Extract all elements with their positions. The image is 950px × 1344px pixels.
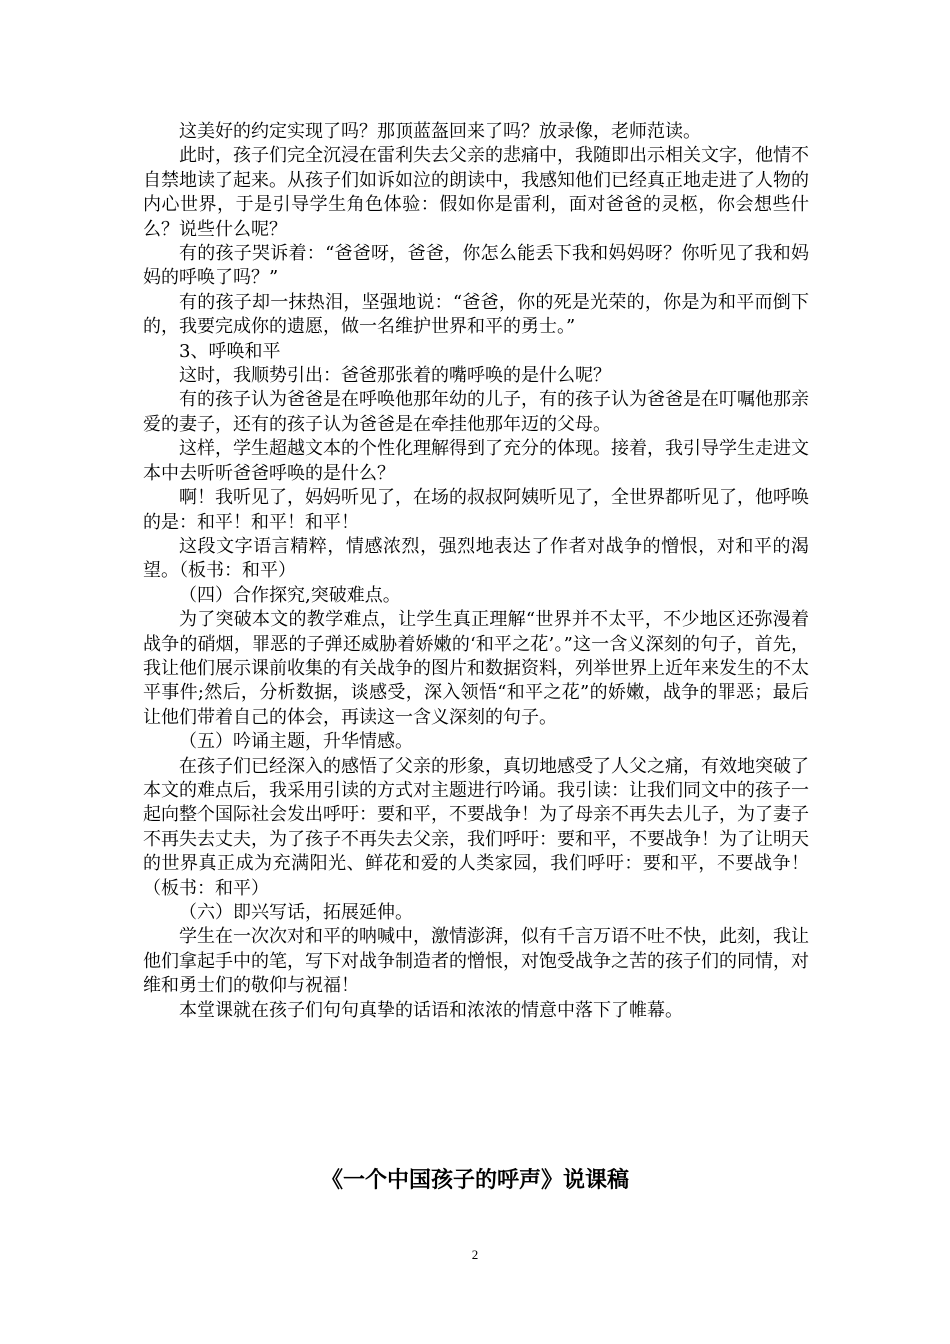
paragraph: 有的孩子哭诉着：“爸爸呀，爸爸，你怎么能丢下我和妈妈呀？你听见了我和妈妈的呼唤了吗？” — [143, 243, 809, 289]
paragraph: 这时，我顺势引出：爸爸那张着的嘴呼唤的是什么呢？ — [179, 365, 611, 387]
body-text — [143, 120, 809, 1023]
page-number: 2 — [471, 1247, 479, 1262]
paragraph: 这段文字语言精粹，情感浓烈，强烈地表达了作者对战争的憎恨，对和平的渴望。（板书：和平） — [143, 535, 809, 582]
paragraph: 这样，学生超越文本的个性化理解得到了充分的体现。接着，我引导学生走进文本中去听听爸爸呼唤的是什么？ — [143, 438, 809, 484]
section-heading: （四）合作探究,突破难点。 — [179, 584, 401, 606]
paragraph: 在孩子们已经深入的感悟了父亲的形象，真切地感受了人父之痛，有效地突破了本文的难点后，我采用引读的方式对主题进行吟诵。我引读：让我们同文中的孩子一起向整个国际社会发出呼吁：要和平，不要战争！为了母亲不再失去儿子，为了妻子不再失去丈夫，为了孩子不再失去父亲，我们呼吁：要和平，不要战争！为了让明天的世界真正成为充满阳光、鲜花和爱的人类家园，我们呼吁：要和平，不要战争！（板书：和平） — [143, 755, 809, 899]
paragraph: 啊！我听见了，妈妈听见了，在场的叔叔阿姨听见了，全世界都听见了，他呼唤的是：和平！和平！和平！ — [143, 487, 809, 533]
paragraph: 为了突破本文的教学难点，让学生真正理解“世界并不太平，不少地区还弥漫着战争的硝烟，罪恶的子弹还威胁着娇嫩的‘和平之花’。”这一含义深刻的句子，首先，我让他们展示课前收集的有关战争的图片和数据资料，列举世界上近年来发生的不太平事件;然后，分析数据，谈感受，深入领悟“和平之花”的娇嫩，战争的罪恶；最后让他们带着自己的体会，再读这一含义深刻的句子。 — [143, 609, 809, 728]
paragraph: 本堂课就在孩子们句句真挚的话语和浓浓的情意中落下了帷幕。 — [179, 999, 683, 1021]
document-title: 《一个中国孩子的呼声》说课稿 — [320, 1168, 629, 1193]
paragraph: 此时，孩子们完全沉浸在雷利失去父亲的悲痛中，我随即出示相关文字，他情不自禁地读了起来。从孩子们如诉如泣的朗读中，我感知他们已经真正地走进了人物的内心世界，于是引导学生角色体验：假如你是雷利，面对爸爸的灵柩，你会想些什么？说些什么呢？ — [143, 145, 809, 240]
paragraph: 这美好的约定实现了吗？那顶蓝盔回来了吗？放录像，老师范读。 — [179, 121, 701, 142]
paragraph: 有的孩子却一抹热泪，坚强地说：“爸爸，你的死是光荣的，你是为和平而倒下的，我要完成你的遗愿，做一名维护世界和平的勇士。” — [143, 291, 809, 338]
section-heading: （五）吟诵主题，升华情感。 — [179, 731, 413, 753]
paragraph: 学生在一次次对和平的呐喊中，激情澎湃，似有千言万语不吐不快，此刻，我让他们拿起手中的笔，写下对战争制造者的憎恨，对饱受战争之苦的孩子们的同情，对维和勇士们的敬仰与祝福！ — [143, 926, 809, 997]
section-heading: 3、呼唤和平 — [179, 340, 281, 362]
paragraph: 有的孩子认为爸爸是在呼唤他那年幼的儿子，有的孩子认为爸爸是在叮嘱他那亲爱的妻子，还有的孩子认为爸爸是在牵挂他那年迈的父母。 — [143, 389, 809, 435]
section-heading: （六）即兴写话，拓展延伸。 — [179, 902, 413, 923]
